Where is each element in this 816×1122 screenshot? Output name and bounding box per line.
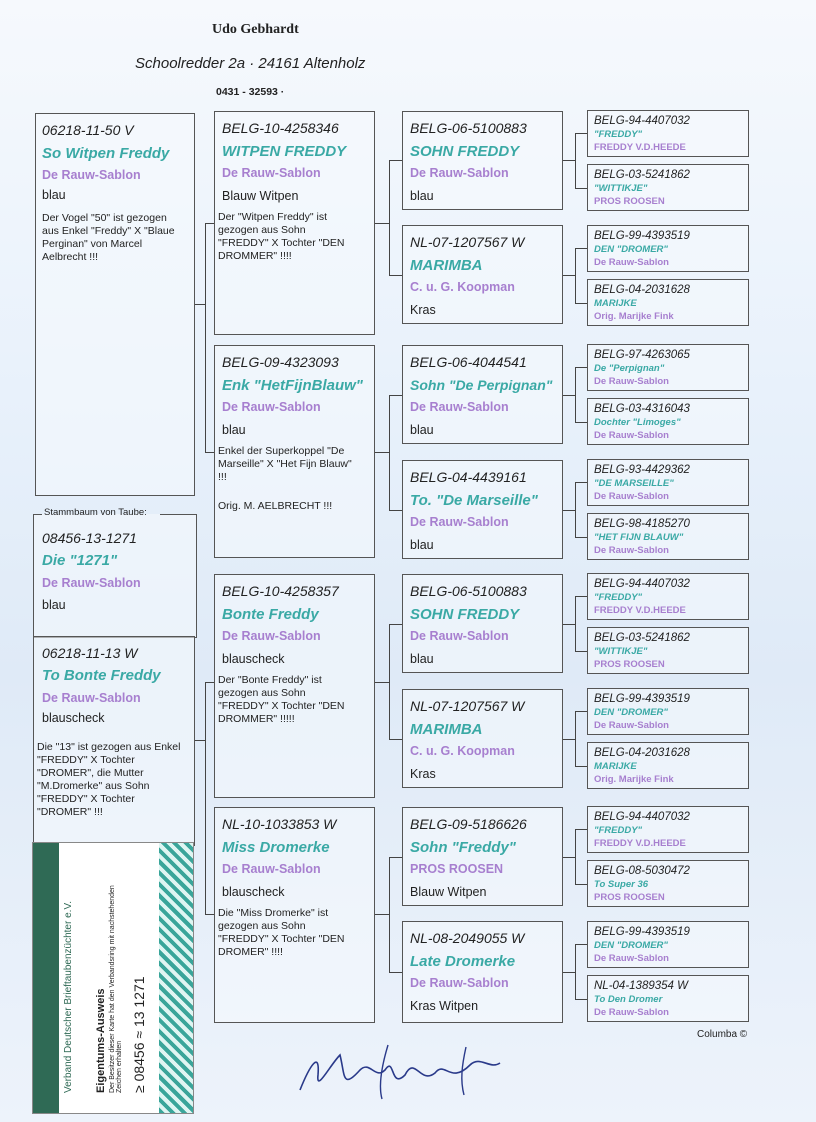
gen3-name: SOHN FREDDY [410, 606, 520, 623]
gen4-name: Dochter "Limoges" [594, 417, 681, 428]
gen4-name: "FREDDY" [594, 592, 643, 603]
gen2-card-2 [214, 345, 375, 558]
gen4-breeder: De Rauw-Sablon [594, 545, 669, 556]
connector [575, 999, 587, 1000]
gen2-ring: BELG-10-4258346 [222, 120, 339, 136]
gen4-card-6 [587, 398, 749, 445]
subject-breeder: De Rauw-Sablon [42, 168, 141, 182]
connector [389, 624, 402, 625]
gen4-ring: BELG-99-4393519 [594, 230, 690, 242]
gen4-name: "WITTIKJE" [594, 646, 648, 657]
connector [575, 422, 587, 423]
ticket-desc: Der Besitzer dieser Karte hat den Verbandsring mit nachstehenden Zeichen erhalten [109, 885, 123, 1093]
gen2-color: blauscheck [222, 652, 285, 666]
gen4-name: "DE MARSEILLE" [594, 478, 674, 489]
connector [575, 303, 587, 304]
gen4-card-16 [587, 975, 749, 1022]
taube-breeder: De Rauw-Sablon [42, 576, 141, 590]
gen4-breeder: FREDDY V.D.HEEDE [594, 605, 686, 616]
gen4-name: "FREDDY" [594, 825, 643, 836]
gen3-name: Sohn "De Perpignan" [410, 377, 553, 393]
gen2-ring: NL-10-1033853 W [222, 816, 337, 832]
gen4-name: To Den Dromer [594, 994, 663, 1005]
gen4-breeder: FREDDY V.D.HEEDE [594, 838, 686, 849]
gen4-breeder: FREDDY V.D.HEEDE [594, 142, 686, 153]
gen3-breeder: PROS ROOSEN [410, 862, 504, 876]
gen2-note: Der "Witpen Freddy" ist gezogen aus Sohn "FREDDY" X Tochter "DEN DROMMER" !!!! [218, 211, 345, 262]
gen4-ring: NL-04-1389354 W [594, 980, 688, 992]
connector [575, 766, 587, 767]
connector [375, 914, 389, 915]
connector [575, 651, 587, 652]
gen3-color: blau [410, 652, 434, 666]
gen4-card-8 [587, 513, 749, 560]
gen3-card-8 [402, 921, 563, 1023]
gen4-breeder: PROS ROOSEN [594, 659, 665, 670]
connector [575, 482, 576, 537]
stammbaum-label: Stammbaum von Taube: [44, 507, 147, 518]
connector [389, 739, 402, 740]
gen4-card-14 [587, 860, 749, 907]
connector [575, 133, 587, 134]
gen4-card-1 [587, 110, 749, 157]
gen4-card-9 [587, 573, 749, 620]
gen4-ring: BELG-03-5241862 [594, 632, 690, 644]
gen3-color: blau [410, 538, 434, 552]
gen4-card-11 [587, 688, 749, 735]
gen2-card-3 [214, 574, 375, 798]
gen4-name: MARIJKE [594, 298, 637, 309]
gen4-breeder: Orig. Marijke Fink [594, 311, 674, 322]
connector [563, 972, 575, 973]
gen2-color: Blauw Witpen [222, 189, 299, 203]
gen4-ring: BELG-99-4393519 [594, 926, 690, 938]
gen4-breeder: Orig. Marijke Fink [594, 774, 674, 785]
gen4-ring: BELG-94-4407032 [594, 811, 690, 823]
gen2-breeder: De Rauw-Sablon [222, 166, 321, 180]
gen3-card-1 [402, 111, 563, 210]
gen2-card-1 [214, 111, 375, 335]
connector [563, 739, 575, 740]
connector [205, 452, 214, 453]
gen4-breeder: De Rauw-Sablon [594, 376, 669, 387]
gen4-ring: BELG-94-4407032 [594, 578, 690, 590]
gen3-ring: BELG-06-5100883 [410, 583, 527, 599]
connector [389, 160, 402, 161]
gen2-card-4 [214, 807, 375, 1023]
gen3-name: SOHN FREDDY [410, 143, 520, 160]
gen4-name: DEN "DROMER" [594, 244, 668, 255]
gen2-breeder: De Rauw-Sablon [222, 400, 321, 414]
gen2-ring: BELG-09-4323093 [222, 354, 339, 370]
gen4-card-3 [587, 225, 749, 272]
gen4-card-10 [587, 627, 749, 674]
connector [575, 711, 576, 766]
connector [575, 537, 587, 538]
connector [563, 395, 575, 396]
gen4-ring: BELG-99-4393519 [594, 693, 690, 705]
gen2-ring: BELG-10-4258357 [222, 583, 339, 599]
ticket-stripe [33, 843, 59, 1113]
subject-note: Der Vogel "50" ist gezogen aus Enkel "Freddy" X "Blaue Perginan" von Marcel Aelbrecht !!! [42, 212, 175, 263]
gen3-card-7 [402, 807, 563, 906]
connector [389, 160, 390, 275]
taube-ring: 08456-13-1271 [42, 530, 137, 546]
connector [575, 133, 576, 188]
connector [575, 944, 587, 945]
gen2-note: Der "Bonte Freddy" ist gezogen aus Sohn "FREDDY" X Tochter "DEN DROMMER" !!!!! [218, 674, 345, 725]
connector [205, 914, 214, 915]
taube-card [33, 507, 197, 638]
gen3-breeder: De Rauw-Sablon [410, 629, 509, 643]
connector [563, 624, 575, 625]
gen3-color: Kras [410, 767, 436, 781]
gen4-card-2 [587, 164, 749, 211]
gen3-ring: NL-07-1207567 W [410, 698, 525, 714]
gen4-name: MARIJKE [594, 761, 637, 772]
gen3-ring: BELG-06-4044541 [410, 354, 527, 370]
gen3-breeder: De Rauw-Sablon [410, 515, 509, 529]
ownership-card [32, 842, 194, 1114]
connector [563, 857, 575, 858]
gen2-name: WITPEN FREDDY [222, 143, 347, 160]
connector [205, 223, 214, 224]
connector [575, 248, 587, 249]
connector [389, 857, 390, 972]
taube-color: blau [42, 598, 66, 612]
connector [575, 829, 576, 884]
connector [389, 275, 402, 276]
gen3-name: MARIMBA [410, 721, 483, 738]
connector [375, 682, 389, 683]
subject-name: So Witpen Freddy [42, 145, 170, 162]
connector [575, 944, 576, 999]
gen4-ring: BELG-03-5241862 [594, 169, 690, 181]
taube-name: Die "1271" [42, 552, 118, 569]
gen4-name: To Super 36 [594, 879, 649, 890]
connector [375, 223, 389, 224]
connector [205, 682, 206, 914]
connector [389, 395, 402, 396]
gen3-breeder: De Rauw-Sablon [410, 166, 509, 180]
connector [389, 624, 390, 739]
mother-color: blauscheck [42, 711, 105, 725]
mother-name: To Bonte Freddy [42, 667, 161, 684]
connector [575, 596, 587, 597]
connector [195, 304, 205, 305]
connector [575, 248, 576, 303]
ticket-code: ≥ 08456 ≈ 13 1271 [131, 976, 147, 1093]
connector [563, 510, 575, 511]
subject-ring: 06218-11-50 V [42, 122, 134, 138]
gen4-ring: BELG-04-2031628 [594, 284, 690, 296]
mother-card [33, 636, 195, 846]
gen4-breeder: De Rauw-Sablon [594, 953, 669, 964]
gen2-breeder: De Rauw-Sablon [222, 862, 321, 876]
gen2-breeder: De Rauw-Sablon [222, 629, 321, 643]
gen3-name: Sohn "Freddy" [410, 839, 516, 856]
subject-color: blau [42, 188, 66, 202]
ticket-pattern [159, 843, 193, 1113]
connector [575, 482, 587, 483]
gen2-note: Die "Miss Dromerke" ist gezogen aus Sohn "FREDDY" X Tochter "DEN DROMER" !!!! [218, 907, 345, 958]
gen4-card-7 [587, 459, 749, 506]
gen4-name: "WITTIKJE" [594, 183, 648, 194]
gen2-name: Enk "HetFijnBlauw" [222, 377, 363, 394]
gen4-ring: BELG-98-4185270 [594, 518, 690, 530]
gen4-card-13 [587, 806, 749, 853]
gen4-ring: BELG-97-4263065 [594, 349, 690, 361]
ticket-title: Eigentums-Ausweis [95, 988, 107, 1093]
gen3-breeder: C. u. G. Koopman [410, 280, 515, 294]
gen4-breeder: De Rauw-Sablon [594, 257, 669, 268]
gen4-name: "FREDDY" [594, 129, 643, 140]
gen2-note-origin: Orig. M. AELBRECHT !!! [218, 500, 333, 512]
connector [575, 711, 587, 712]
gen4-breeder: De Rauw-Sablon [594, 1007, 669, 1018]
connector [389, 972, 402, 973]
connector [575, 367, 576, 422]
gen4-breeder: De Rauw-Sablon [594, 720, 669, 731]
gen3-breeder: De Rauw-Sablon [410, 976, 509, 990]
gen3-color: blau [410, 423, 434, 437]
gen4-ring: BELG-93-4429362 [594, 464, 690, 476]
gen4-breeder: PROS ROOSEN [594, 892, 665, 903]
subject-card [35, 113, 195, 496]
mother-ring: 06218-11-13 W [42, 645, 138, 661]
gen3-color: Kras Witpen [410, 999, 479, 1013]
gen3-breeder: C. u. G. Koopman [410, 744, 515, 758]
gen3-card-2 [402, 225, 563, 324]
connector [575, 884, 587, 885]
gen4-name: DEN "DROMER" [594, 707, 668, 718]
gen4-card-5 [587, 344, 749, 391]
gen3-name: MARIMBA [410, 257, 483, 274]
mother-note: Die "13" ist gezogen aus Enkel "FREDDY" X Tochter "DROMER", die Mutter "M.Dromerke" aus Sohn "FREDDY" X Tochter "DROMER" !!! [37, 741, 181, 818]
connector [563, 275, 575, 276]
gen4-card-4 [587, 279, 749, 326]
gen2-name: Bonte Freddy [222, 606, 319, 623]
gen4-name: De "Perpignan" [594, 363, 665, 374]
gen3-color: Kras [410, 303, 436, 317]
owner-address: Schoolredder 2a · 24161 Altenholz [135, 55, 366, 72]
gen3-card-3 [402, 345, 563, 444]
brand-mark: Columba © [697, 1029, 748, 1040]
owner-phone: 0431 - 32593 · [216, 86, 285, 98]
gen3-color: Blauw Witpen [410, 885, 487, 899]
gen4-ring: BELG-08-5030472 [594, 865, 690, 877]
gen2-color: blau [222, 423, 246, 437]
connector [575, 188, 587, 189]
gen3-ring: BELG-06-5100883 [410, 120, 527, 136]
gen3-breeder: De Rauw-Sablon [410, 400, 509, 414]
connector [205, 223, 206, 452]
connector [389, 857, 402, 858]
gen3-ring: BELG-09-5186626 [410, 816, 527, 832]
gen4-ring: BELG-04-2031628 [594, 747, 690, 759]
gen4-name: "HET FIJN BLAUW" [594, 532, 684, 543]
gen4-breeder: PROS ROOSEN [594, 196, 665, 207]
gen4-breeder: De Rauw-Sablon [594, 491, 669, 502]
gen4-ring: BELG-94-4407032 [594, 115, 690, 127]
connector [389, 395, 390, 510]
gen4-card-12 [587, 742, 749, 789]
gen3-name: To. "De Marseille" [410, 492, 538, 509]
gen3-card-4 [402, 460, 563, 559]
gen3-ring: NL-08-2049055 W [410, 930, 525, 946]
signature [270, 1035, 510, 1103]
connector [375, 452, 389, 453]
gen4-card-15 [587, 921, 749, 968]
gen3-card-6 [402, 689, 563, 788]
connector [195, 740, 205, 741]
connector [205, 682, 214, 683]
gen3-card-5 [402, 574, 563, 673]
owner-name: Udo Gebhardt [212, 22, 299, 37]
gen3-color: blau [410, 189, 434, 203]
gen3-ring: NL-07-1207567 W [410, 234, 525, 250]
connector [575, 596, 576, 651]
gen3-name: Late Dromerke [410, 953, 516, 970]
connector [563, 160, 575, 161]
gen2-name: Miss Dromerke [222, 839, 330, 856]
mother-breeder: De Rauw-Sablon [42, 691, 141, 705]
gen4-breeder: De Rauw-Sablon [594, 430, 669, 441]
ticket-org: Verband Deutscher Brieftaubenzüchter e.V. [63, 901, 74, 1093]
gen2-color: blauscheck [222, 885, 285, 899]
gen4-name: DEN "DROMER" [594, 940, 668, 951]
connector [575, 367, 587, 368]
gen3-ring: BELG-04-4439161 [410, 469, 527, 485]
connector [389, 510, 402, 511]
gen4-ring: BELG-03-4316043 [594, 403, 690, 415]
connector [575, 829, 587, 830]
gen2-note: Enkel der Superkoppel "De Marseille" X "Het Fijn Blauw" !!! [218, 445, 352, 483]
